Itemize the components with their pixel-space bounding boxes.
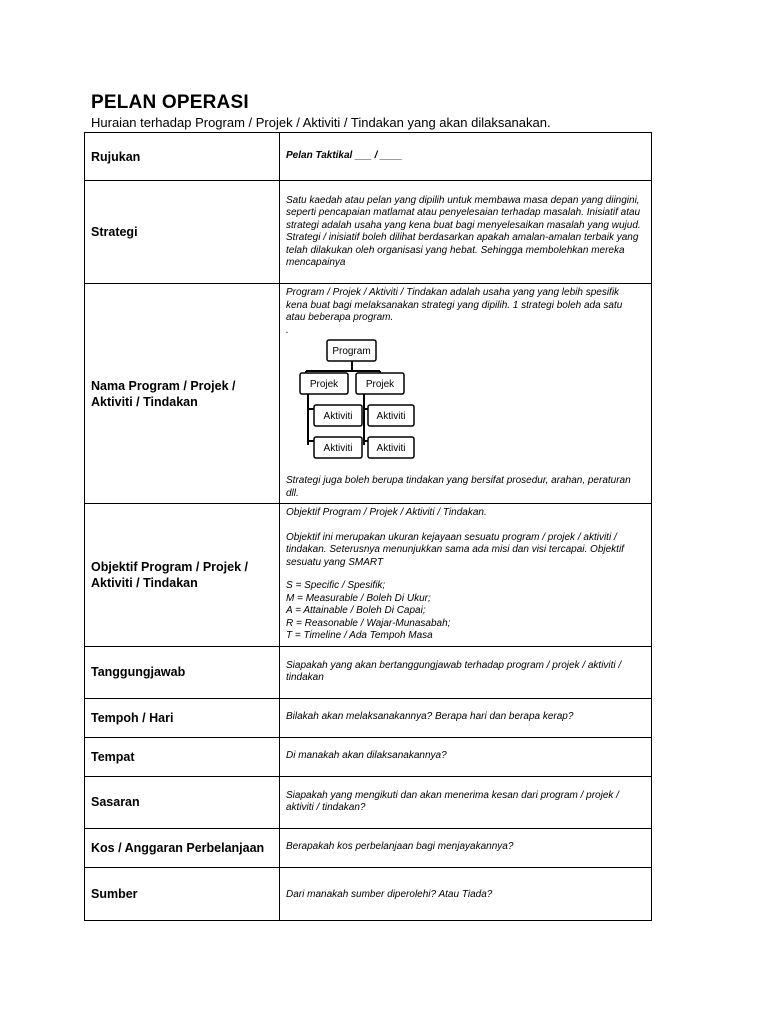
table-row-nama-program xyxy=(85,284,652,504)
label-objektif-line1: Objektif Program / Projek / xyxy=(91,559,248,574)
desc-sasaran: Siapakah yang mengikuti dan akan menerima kesan dari program / projek / aktiviti / tindakan? xyxy=(280,776,652,828)
smart-item: M = Measurable / Boleh Di Ukur; xyxy=(286,592,431,604)
program-box-label: Program xyxy=(332,346,371,357)
desc-tempat: Di manakah akan dilaksanakannya? xyxy=(280,737,652,776)
desc-tanggungjawab: Siapakah yang akan bertanggungjawab terhadap program / projek / aktiviti / tindakan xyxy=(280,646,652,698)
desc-objektif-body: Objektif ini merupakan ukuran kejayaan sesuatu program / projek / aktiviti / tindakan. Seterusnya menunjukkan sama ada misi dan visi tercapai. Objektif sesuatu yang SMART xyxy=(286,531,624,568)
label-objektif-line2: Aktiviti / Tindakan xyxy=(91,575,198,590)
label-kos: Kos / Anggaran Perbelanjaan xyxy=(85,828,280,867)
projek-box-label: Projek xyxy=(309,379,339,390)
aktiviti-box-label: Aktiviti xyxy=(323,443,353,454)
desc-tempoh: Bilakah akan melaksanakannya? Berapa hari dan berapa kerap? xyxy=(280,698,652,737)
desc-objektif-heading: Objektif Program / Projek / Aktiviti / Tindakan. xyxy=(286,507,487,518)
label-objektif xyxy=(85,504,280,647)
label-sumber: Sumber xyxy=(85,867,280,920)
aktiviti-box-label: Aktiviti xyxy=(323,411,353,422)
smart-item: S = Specific / Spesifik; xyxy=(286,580,386,591)
desc-nama-program xyxy=(280,284,652,504)
desc-sumber: Dari manakah sumber diperolehi? Atau Tiada? xyxy=(280,867,652,920)
label-nama-program xyxy=(85,284,280,504)
table-row-rujukan xyxy=(85,133,652,181)
label-strategi: Strategi xyxy=(85,181,280,284)
label-sasaran: Sasaran xyxy=(85,776,280,828)
label-rujukan: Rujukan xyxy=(85,133,280,181)
label-nama-program-line1: Nama Program / Projek / xyxy=(91,378,236,393)
table-row-tanggungjawab xyxy=(85,646,652,698)
tactical-plan-reference: Pelan Taktikal ___ / ____ xyxy=(280,133,652,181)
desc-objektif xyxy=(280,504,652,647)
smart-item: R = Reasonable / Wajar-Munasabah; xyxy=(286,617,451,629)
table-row-tempoh xyxy=(85,698,652,737)
aktiviti-box-label: Aktiviti xyxy=(376,443,406,454)
aktiviti-box-label: Aktiviti xyxy=(376,411,406,422)
smart-item: A = Attainable / Boleh Di Capai; xyxy=(286,605,426,616)
table-row-tempat xyxy=(85,737,652,776)
label-tempat: Tempat xyxy=(85,737,280,776)
table-row-sumber xyxy=(85,867,652,920)
table-row-objektif xyxy=(85,504,652,647)
projek-box-label: Projek xyxy=(365,379,395,390)
desc-nama-program-intro: Program / Projek / Aktiviti / Tindakan adalah usaha yang yang lebih spesifik kena buat bagi melaksanakan strategi yang dipilih. 1 strategi boleh ada satu atau beberapa program. xyxy=(286,287,623,323)
desc-strategi: Satu kaedah atau pelan yang dipilih untuk membawa masa depan yang diingini, seperti pencapaian matlamat atau penyelesaian terhadap masalah. Inisiatif atau strategi adalah usaha yang kena buat bagi menyelesaikan masalah yang wujud. Strategi / inisiatif boleh dilihat berdasarkan apakah amalan-amalan terbaik yang telah dilakukan oleh organisasi yang hebat. Sehingga membolehkan mereka mencapainya xyxy=(280,181,652,284)
page-title: PELAN OPERASI xyxy=(91,92,249,113)
label-tanggungjawab: Tanggungjawab xyxy=(85,646,280,698)
table-row-sasaran xyxy=(85,776,652,828)
table-row-kos xyxy=(85,828,652,867)
desc-nama-program-note: Strategi juga boleh berupa tindakan yang bersifat prosedur, arahan, peraturan dll. xyxy=(286,475,631,499)
program-hierarchy-diagram xyxy=(286,339,426,471)
label-nama-program-line2: Aktiviti / Tindakan xyxy=(91,394,198,409)
label-tempoh: Tempoh / Hari xyxy=(85,698,280,737)
smart-item: T = Timeline / Ada Tempoh Masa xyxy=(286,630,433,641)
desc-kos: Berapakah kos perbelanjaan bagi menjayakannya? xyxy=(280,828,652,867)
smart-list xyxy=(286,580,641,643)
operation-plan-table xyxy=(84,132,652,921)
page-subtitle: Huraian terhadap Program / Projek / Aktiviti / Tindakan yang akan dilaksanakan. xyxy=(91,115,551,130)
table-row-strategi xyxy=(85,181,652,284)
desc-nama-program-dot: . xyxy=(286,324,289,336)
